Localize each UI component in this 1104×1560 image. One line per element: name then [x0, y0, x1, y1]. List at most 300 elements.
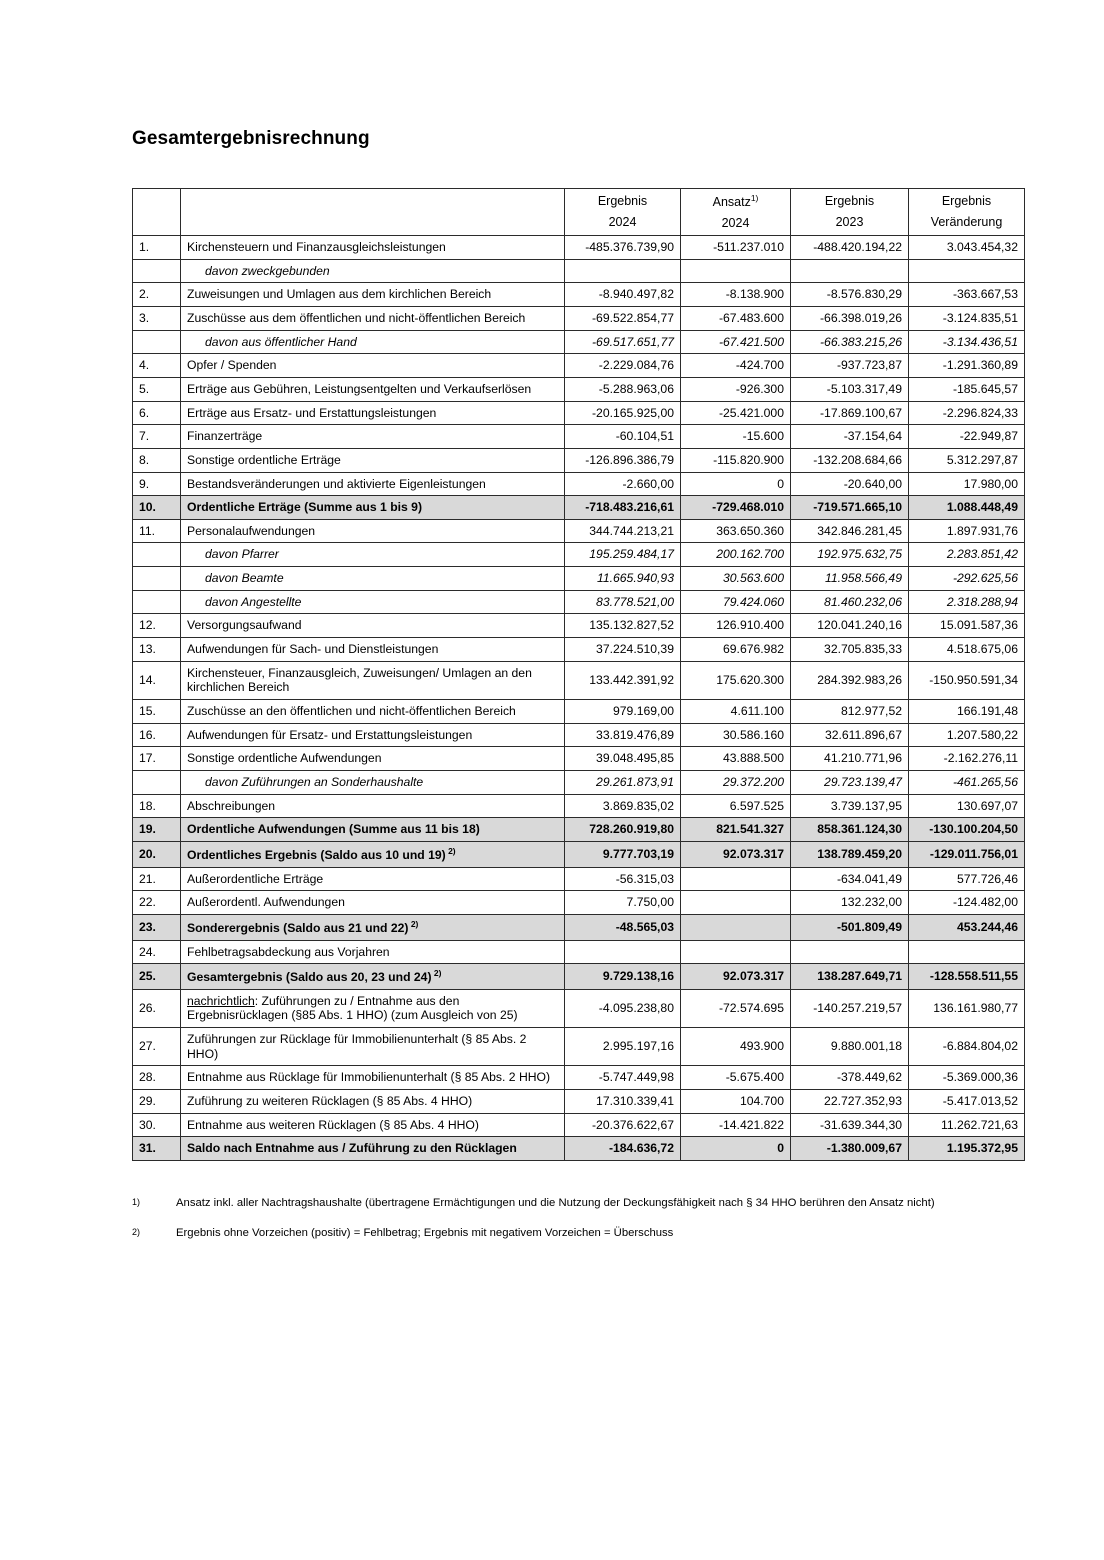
- row-label-text: Personalaufwendungen: [187, 523, 316, 538]
- row-number: 30.: [133, 1113, 181, 1137]
- row-number: 6.: [133, 401, 181, 425]
- row-value-1: -5.288.963,06: [565, 378, 681, 402]
- row-value-3: 858.361.124,30: [791, 818, 909, 842]
- page-title: Gesamtergebnisrechnung: [132, 128, 370, 149]
- row-label-text: Ordentliche Erträge (Summe aus 1 bis 9): [187, 500, 423, 515]
- row-label: [181, 964, 565, 990]
- row-label-text: Kirchensteuern und Finanzausgleichsleistungen: [187, 240, 446, 255]
- row-label-text: Sonstige ordentliche Aufwendungen: [187, 751, 382, 766]
- row-label-text: Entnahme aus weiteren Rücklagen (§ 85 Abs. 4 HHO): [187, 1117, 479, 1132]
- row-value-4: -3.134.436,51: [909, 330, 1025, 354]
- row-label: [181, 259, 565, 283]
- row-value-4: 11.262.721,63: [909, 1113, 1025, 1137]
- row-label-text: Aufwendungen für Sach- und Dienstleistungen: [187, 642, 439, 657]
- row-number: 7.: [133, 425, 181, 449]
- row-label-text: Aufwendungen für Ersatz- und Erstattungsleistungen: [187, 727, 473, 742]
- row-label-text: Ordentliches Ergebnis (Saldo aus 10 und 19): [187, 847, 446, 862]
- row-value-1: -20.376.622,67: [565, 1113, 681, 1137]
- row-value-2: -115.820.900: [681, 448, 791, 472]
- row-value-1: 39.048.495,85: [565, 747, 681, 771]
- row-value-4: 577.726,46: [909, 867, 1025, 891]
- row-value-2: -926.300: [681, 378, 791, 402]
- table-row: [133, 614, 1025, 638]
- table-row: [133, 770, 1025, 794]
- row-value-2: -25.421.000: [681, 401, 791, 425]
- row-label: [181, 723, 565, 747]
- footnote-marker: 2): [132, 1227, 141, 1238]
- footnote-marker: 1): [132, 1196, 141, 1207]
- row-value-3: -5.103.317,49: [791, 378, 909, 402]
- row-label-text: Außerordentl. Aufwendungen: [187, 895, 345, 910]
- row-label-text: Entnahme aus Rücklage für Immobilienunterhalt (§ 85 Abs. 2 HHO): [187, 1070, 551, 1085]
- row-number: 22.: [133, 891, 181, 915]
- row-value-2: 0: [681, 1137, 791, 1161]
- row-value-2: 30.586.160: [681, 723, 791, 747]
- row-value-3: -1.380.009,67: [791, 1137, 909, 1161]
- header-line1: Ergebnis: [824, 194, 875, 209]
- table-row: [133, 841, 1025, 867]
- row-value-4: 1.207.580,22: [909, 723, 1025, 747]
- table-body: [133, 236, 1025, 1161]
- table-row: [133, 914, 1025, 940]
- row-number: [133, 567, 181, 591]
- table-row: [133, 661, 1025, 699]
- row-value-4: 2.283.851,42: [909, 543, 1025, 567]
- row-value-3: -66.398.019,26: [791, 307, 909, 331]
- row-label-text: Außerordentliche Erträge: [187, 871, 324, 886]
- table-row: [133, 964, 1025, 990]
- row-number: 28.: [133, 1066, 181, 1090]
- row-value-1: -56.315,03: [565, 867, 681, 891]
- table-row: [133, 496, 1025, 520]
- row-label: [181, 891, 565, 915]
- row-number: 13.: [133, 638, 181, 662]
- table-row: [133, 989, 1025, 1027]
- row-label-text: Opfer / Spenden: [187, 358, 277, 373]
- row-value-4: -2.162.276,11: [909, 747, 1025, 771]
- row-label: [181, 1066, 565, 1090]
- row-value-3: 29.723.139,47: [791, 770, 909, 794]
- row-value-3: [791, 940, 909, 964]
- header-cell-ergebnis-veraenderung: [909, 189, 1025, 236]
- row-value-2: -511.237.010: [681, 236, 791, 260]
- row-label: [181, 543, 565, 567]
- row-value-4: 166.191,48: [909, 699, 1025, 723]
- row-value-2: 79.424.060: [681, 590, 791, 614]
- row-number: 24.: [133, 940, 181, 964]
- row-label: [181, 638, 565, 662]
- row-value-3: -20.640,00: [791, 472, 909, 496]
- row-value-1: -69.522.854,77: [565, 307, 681, 331]
- row-value-1: 11.665.940,93: [565, 567, 681, 591]
- row-label: [181, 472, 565, 496]
- row-value-3: 812.977,52: [791, 699, 909, 723]
- row-label-text: Erträge aus Gebühren, Leistungsentgelten und Verkaufserlösen: [187, 382, 532, 396]
- row-number: 16.: [133, 723, 181, 747]
- header-cell-ergebnis-2023: [791, 189, 909, 236]
- row-label: [181, 1028, 565, 1066]
- row-label: [181, 867, 565, 891]
- row-value-3: -66.383.215,26: [791, 330, 909, 354]
- row-value-2: -67.421.500: [681, 330, 791, 354]
- row-label: [181, 614, 565, 638]
- table-row: [133, 378, 1025, 402]
- row-label-prefix: nachrichtlich: [187, 993, 255, 1008]
- row-label: [181, 307, 565, 331]
- row-label: [181, 818, 565, 842]
- row-value-4: -5.417.013,52: [909, 1090, 1025, 1114]
- table-row: [133, 891, 1025, 915]
- row-label-text: davon Zuführungen an Sonderhaushalte: [205, 774, 424, 789]
- row-value-3: -37.154,64: [791, 425, 909, 449]
- row-value-4: 1.897.931,76: [909, 519, 1025, 543]
- row-label-text: davon zweckgebunden: [205, 263, 330, 278]
- row-label-text: Sonstige ordentliche Erträge: [187, 452, 341, 467]
- row-label-text: Zuschüsse an den öffentlichen und nicht-öffentlichen Bereich: [187, 703, 516, 718]
- row-value-4: -185.645,57: [909, 378, 1025, 402]
- row-value-3: 22.727.352,93: [791, 1090, 909, 1114]
- row-label: [181, 425, 565, 449]
- footnote: [132, 1225, 1024, 1241]
- table-row: [133, 567, 1025, 591]
- header-line2: 2024: [721, 216, 750, 231]
- header-line1: Ergebnis: [597, 194, 648, 209]
- row-label: [181, 519, 565, 543]
- row-label-text: Saldo nach Entnahme aus / Zuführung zu den Rücklagen: [187, 1141, 517, 1156]
- row-value-3: 342.846.281,45: [791, 519, 909, 543]
- row-value-2: [681, 259, 791, 283]
- row-value-4: 17.980,00: [909, 472, 1025, 496]
- row-value-1: 37.224.510,39: [565, 638, 681, 662]
- row-value-3: 3.739.137,95: [791, 794, 909, 818]
- row-value-2: -8.138.900: [681, 283, 791, 307]
- row-value-1: 979.169,00: [565, 699, 681, 723]
- row-value-2: [681, 891, 791, 915]
- row-label: [181, 699, 565, 723]
- row-label-text: Finanzerträge: [187, 429, 263, 444]
- row-value-3: -31.639.344,30: [791, 1113, 909, 1137]
- table-row: [133, 1137, 1025, 1161]
- row-number: 4.: [133, 354, 181, 378]
- table-row: [133, 543, 1025, 567]
- row-label: [181, 283, 565, 307]
- row-number: 15.: [133, 699, 181, 723]
- row-label-text: : Zuführungen zu / Entnahme aus den Ergebnisrücklagen (§85 Abs. 1 HHO) (zum Ausgleich von 25): [187, 993, 518, 1023]
- row-label: [181, 770, 565, 794]
- footnote-marker: 2): [431, 968, 442, 979]
- row-number: [133, 590, 181, 614]
- row-value-1: -48.565,03: [565, 914, 681, 940]
- table-row: [133, 1028, 1025, 1066]
- row-value-2: 493.900: [681, 1028, 791, 1066]
- header-cell-position: [181, 189, 565, 236]
- table-row: [133, 259, 1025, 283]
- row-value-2: 92.073.317: [681, 841, 791, 867]
- row-value-3: 132.232,00: [791, 891, 909, 915]
- row-value-3: 32.705.835,33: [791, 638, 909, 662]
- row-value-1: -184.636,72: [565, 1137, 681, 1161]
- row-value-2: [681, 914, 791, 940]
- row-value-2: -424.700: [681, 354, 791, 378]
- row-value-2: 126.910.400: [681, 614, 791, 638]
- row-value-2: 363.650.360: [681, 519, 791, 543]
- row-number: [133, 543, 181, 567]
- table-row: [133, 940, 1025, 964]
- row-label: [181, 236, 565, 260]
- row-value-1: 135.132.827,52: [565, 614, 681, 638]
- row-value-3: 138.287.649,71: [791, 964, 909, 990]
- row-number: 11.: [133, 519, 181, 543]
- row-value-1: [565, 940, 681, 964]
- row-value-3: -132.208.684,66: [791, 448, 909, 472]
- row-value-4: -5.369.000,36: [909, 1066, 1025, 1090]
- row-value-4: 5.312.297,87: [909, 448, 1025, 472]
- row-number: 20.: [133, 841, 181, 867]
- row-number: 9.: [133, 472, 181, 496]
- table-row: [133, 1066, 1025, 1090]
- table-row: [133, 1090, 1025, 1114]
- row-value-2: 821.541.327: [681, 818, 791, 842]
- row-label: [181, 747, 565, 771]
- table-row: [133, 723, 1025, 747]
- row-value-1: -2.660,00: [565, 472, 681, 496]
- row-value-3: 41.210.771,96: [791, 747, 909, 771]
- row-label: [181, 989, 565, 1027]
- row-label-text: Sonderergebnis (Saldo aus 21 und 22): [187, 920, 409, 935]
- row-value-4: 453.244,46: [909, 914, 1025, 940]
- row-value-4: -150.950.591,34: [909, 661, 1025, 699]
- row-value-4: -130.100.204,50: [909, 818, 1025, 842]
- row-label-text: Zuweisungen und Umlagen aus dem kirchlichen Bereich: [187, 287, 492, 302]
- row-value-1: -20.165.925,00: [565, 401, 681, 425]
- row-number: 17.: [133, 747, 181, 771]
- header-line1: Ergebnis: [941, 194, 992, 209]
- row-value-2: 200.162.700: [681, 543, 791, 567]
- row-value-2: -14.421.822: [681, 1113, 791, 1137]
- table-row: [133, 236, 1025, 260]
- row-value-2: 30.563.600: [681, 567, 791, 591]
- row-label-text: Ordentliche Aufwendungen (Summe aus 11 bis 18): [187, 822, 480, 837]
- row-number: 26.: [133, 989, 181, 1027]
- row-value-4: -6.884.804,02: [909, 1028, 1025, 1066]
- footnote: [132, 1195, 1024, 1211]
- row-value-1: -69.517.651,77: [565, 330, 681, 354]
- table-row: [133, 472, 1025, 496]
- row-value-4: [909, 940, 1025, 964]
- row-value-3: 81.460.232,06: [791, 590, 909, 614]
- row-value-4: 15.091.587,36: [909, 614, 1025, 638]
- row-value-4: -2.296.824,33: [909, 401, 1025, 425]
- row-number: 10.: [133, 496, 181, 520]
- row-number: 8.: [133, 448, 181, 472]
- row-value-3: 138.789.459,20: [791, 841, 909, 867]
- row-label-text: Zuführung zu weiteren Rücklagen (§ 85 Abs. 4 HHO): [187, 1094, 473, 1109]
- table-row: [133, 307, 1025, 331]
- row-number: 3.: [133, 307, 181, 331]
- row-value-1: 29.261.873,91: [565, 770, 681, 794]
- row-label-text: davon Beamte: [205, 571, 284, 586]
- row-number: 31.: [133, 1137, 181, 1161]
- row-value-1: 9.777.703,19: [565, 841, 681, 867]
- header-line2: 2023: [835, 215, 864, 230]
- row-number: 14.: [133, 661, 181, 699]
- row-value-2: -67.483.600: [681, 307, 791, 331]
- row-label-text: Zuführungen zur Rücklage für Immobilienunterhalt (§ 85 Abs. 2 HHO): [187, 1032, 527, 1061]
- table-row: [133, 401, 1025, 425]
- row-label-text: Versorgungsaufwand: [187, 618, 302, 633]
- row-label: [181, 794, 565, 818]
- row-value-3: 11.958.566,49: [791, 567, 909, 591]
- row-label-text: davon Angestellte: [205, 594, 302, 609]
- table-header: [133, 189, 1025, 236]
- row-value-2: -72.574.695: [681, 989, 791, 1027]
- row-value-4: -3.124.835,51: [909, 307, 1025, 331]
- row-value-4: 136.161.980,77: [909, 989, 1025, 1027]
- row-label-text: Kirchensteuer, Finanzausgleich, Zuweisungen/ Umlagen an den kirchlichen Bereich: [187, 665, 532, 695]
- row-value-3: 284.392.983,26: [791, 661, 909, 699]
- row-value-2: -5.675.400: [681, 1066, 791, 1090]
- row-value-2: 29.372.200: [681, 770, 791, 794]
- row-number: 27.: [133, 1028, 181, 1066]
- row-value-1: 2.995.197,16: [565, 1028, 681, 1066]
- row-label: [181, 914, 565, 940]
- row-label-text: Zuschüsse aus dem öffentlichen und nicht-öffentlichen Bereich: [187, 311, 526, 326]
- row-label: [181, 1090, 565, 1114]
- footnote-text: Ergebnis ohne Vorzeichen (positiv) = Fehlbetrag; Ergebnis mit negativem Vorzeichen = Überschuss: [176, 1227, 674, 1240]
- row-value-4: 1.088.448,49: [909, 496, 1025, 520]
- row-value-4: -129.011.756,01: [909, 841, 1025, 867]
- row-value-4: 1.195.372,95: [909, 1137, 1025, 1161]
- row-value-2: 0: [681, 472, 791, 496]
- row-value-1: -60.104,51: [565, 425, 681, 449]
- row-number: 25.: [133, 964, 181, 990]
- row-value-4: -461.265,56: [909, 770, 1025, 794]
- row-number: 29.: [133, 1090, 181, 1114]
- row-value-3: -17.869.100,67: [791, 401, 909, 425]
- row-value-3: -634.041,49: [791, 867, 909, 891]
- row-value-2: -729.468.010: [681, 496, 791, 520]
- row-value-4: 4.518.675,06: [909, 638, 1025, 662]
- row-label: [181, 378, 565, 402]
- footnote-marker: 2): [408, 918, 419, 929]
- row-value-4: -292.625,56: [909, 567, 1025, 591]
- row-value-4: 3.043.454,32: [909, 236, 1025, 260]
- row-value-2: 92.073.317: [681, 964, 791, 990]
- row-label: [181, 448, 565, 472]
- row-label: [181, 330, 565, 354]
- header-line1: Ansatz: [712, 195, 751, 210]
- row-label-text: davon aus öffentlicher Hand: [205, 334, 357, 349]
- row-value-3: -719.571.665,10: [791, 496, 909, 520]
- row-label-text: Bestandsveränderungen und aktivierte Eigenleistungen: [187, 476, 486, 491]
- row-value-4: [909, 259, 1025, 283]
- row-label: [181, 940, 565, 964]
- table-row: [133, 747, 1025, 771]
- row-value-3: 9.880.001,18: [791, 1028, 909, 1066]
- row-number: 2.: [133, 283, 181, 307]
- row-value-2: 104.700: [681, 1090, 791, 1114]
- row-label: [181, 496, 565, 520]
- row-value-2: [681, 940, 791, 964]
- row-value-2: -15.600: [681, 425, 791, 449]
- row-label: [181, 1137, 565, 1161]
- header-line2: Veränderung: [930, 215, 1003, 230]
- table-row: [133, 354, 1025, 378]
- row-number: 23.: [133, 914, 181, 940]
- row-value-2: 69.676.982: [681, 638, 791, 662]
- row-number: 21.: [133, 867, 181, 891]
- table-header-row: [133, 189, 1025, 236]
- row-value-1: [565, 259, 681, 283]
- row-label: [181, 841, 565, 867]
- row-label: [181, 354, 565, 378]
- row-value-2: 175.620.300: [681, 661, 791, 699]
- footnote-text: Ansatz inkl. aller Nachtragshaushalte (übertragene Ermächtigungen und die Nutzung der Deckungsfähigkeit nach § 34 HHO berühren den Ansatz nicht): [176, 1196, 935, 1209]
- footnote-marker: 2): [445, 845, 456, 856]
- table-row: [133, 425, 1025, 449]
- table-row: [133, 448, 1025, 472]
- row-value-3: -501.809,49: [791, 914, 909, 940]
- row-label: [181, 1113, 565, 1137]
- row-number: 18.: [133, 794, 181, 818]
- row-value-2: 6.597.525: [681, 794, 791, 818]
- row-value-3: -488.420.194,22: [791, 236, 909, 260]
- table-row: [133, 794, 1025, 818]
- row-value-1: -485.376.739,90: [565, 236, 681, 260]
- row-value-2: 4.611.100: [681, 699, 791, 723]
- footnotes: [132, 1195, 1024, 1242]
- row-value-1: 33.819.476,89: [565, 723, 681, 747]
- row-value-4: -124.482,00: [909, 891, 1025, 915]
- row-value-4: -22.949,87: [909, 425, 1025, 449]
- row-number: [133, 259, 181, 283]
- row-number: 19.: [133, 818, 181, 842]
- table-row: [133, 330, 1025, 354]
- row-label: [181, 567, 565, 591]
- row-value-2: 43.888.500: [681, 747, 791, 771]
- row-value-1: -4.095.238,80: [565, 989, 681, 1027]
- row-label: [181, 661, 565, 699]
- row-value-1: -8.940.497,82: [565, 283, 681, 307]
- row-value-4: -128.558.511,55: [909, 964, 1025, 990]
- row-value-1: -5.747.449,98: [565, 1066, 681, 1090]
- row-label: [181, 590, 565, 614]
- row-label-text: Abschreibungen: [187, 798, 276, 813]
- row-value-1: 133.442.391,92: [565, 661, 681, 699]
- row-value-1: 728.260.919,80: [565, 818, 681, 842]
- table-row: [133, 519, 1025, 543]
- row-number: [133, 770, 181, 794]
- row-value-1: -2.229.084,76: [565, 354, 681, 378]
- footnote-marker: 1): [750, 193, 759, 203]
- table-row: [133, 638, 1025, 662]
- row-value-1: 9.729.138,16: [565, 964, 681, 990]
- row-number: [133, 330, 181, 354]
- row-value-3: 192.975.632,75: [791, 543, 909, 567]
- table-row: [133, 699, 1025, 723]
- row-number: 1.: [133, 236, 181, 260]
- row-value-4: -1.291.360,89: [909, 354, 1025, 378]
- table-row: [133, 283, 1025, 307]
- row-value-1: 195.259.484,17: [565, 543, 681, 567]
- row-value-1: -126.896.386,79: [565, 448, 681, 472]
- row-value-1: -718.483.216,61: [565, 496, 681, 520]
- row-label: [181, 401, 565, 425]
- row-value-3: 120.041.240,16: [791, 614, 909, 638]
- row-value-4: -363.667,53: [909, 283, 1025, 307]
- table-row: [133, 818, 1025, 842]
- row-value-1: 3.869.835,02: [565, 794, 681, 818]
